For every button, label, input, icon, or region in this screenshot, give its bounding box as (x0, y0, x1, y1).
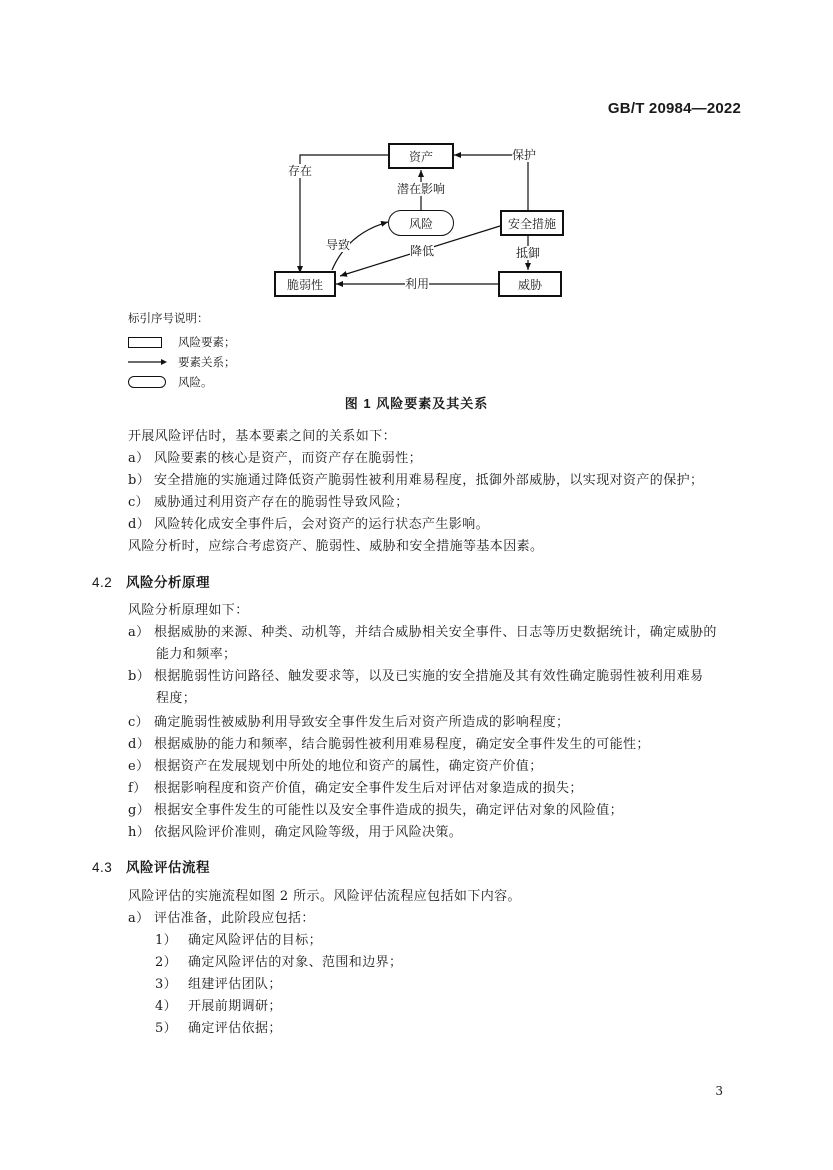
label-exploits: 利用 (405, 277, 430, 291)
node-vulnerability: 脆弱性 (274, 271, 336, 297)
arrow-protects (454, 155, 528, 214)
section-heading-4-3: 4.3 风险评估流程 (92, 860, 210, 875)
node-risk: 风险 (388, 210, 454, 236)
sub-list-item: 1） 确定风险评估的目标； (155, 933, 323, 948)
node-threat: 威胁 (498, 271, 562, 297)
label-leads-to: 导致 (326, 238, 351, 252)
node-security-measures: 安全措施 (500, 210, 564, 236)
list-item: a） 风险要素的核心是资产，而资产存在脆弱性； (128, 451, 423, 466)
list-item: a） 根据威胁的来源、种类、动机等，并结合威胁相关安全事件、日志等历史数据统计，确定威胁的 (128, 625, 717, 640)
list-item: c） 确定脆弱性被威胁利用导致安全事件发生后对资产所造成的影响程度； (128, 715, 570, 730)
list-item: b） 安全措施的实施通过降低资产脆弱性被利用难易程度，抵御外部威胁，以实现对资产的保护； (128, 473, 704, 488)
section-4-2-lead: 风险分析原理如下： (128, 603, 249, 618)
sub-list-item: 5） 确定评估依据； (155, 1021, 282, 1036)
section-heading-4-2: 4.2 风险分析原理 (92, 575, 210, 590)
diagram-legend (128, 310, 236, 392)
section-4-3-lead: 风险评估的实施流程如图 2 所示。风险评估流程应包括如下内容。 (128, 889, 521, 904)
rectangle-symbol-icon (128, 336, 168, 348)
list-item-continuation: 程度； (156, 691, 197, 706)
label-reduces: 降低 (410, 244, 435, 258)
sub-list-item: 2） 确定风险评估的对象、范围和边界； (155, 955, 403, 970)
list-item: g） 根据安全事件发生的可能性以及安全事件造成的损失，确定评估对象的风险值； (128, 803, 624, 818)
legend-row-relation (128, 352, 236, 372)
label-exists: 存在 (288, 164, 313, 178)
figure-caption: 图 1 风险要素及其关系 (344, 396, 489, 411)
intro-closing: 风险分析时，应综合考虑资产、脆弱性、威胁和安全措施等基本因素。 (128, 539, 544, 554)
pill-symbol-icon (128, 376, 168, 388)
legend-row-risk (128, 372, 236, 392)
sub-list-item: 3） 组建评估团队； (155, 977, 282, 992)
standard-code-header: GB/T 20984—2022 (607, 100, 741, 117)
list-item: f） 根据影响程度和资产价值，确定安全事件发生后对评估对象造成的损失； (128, 781, 583, 796)
legend-title: 标引序号说明： (128, 311, 209, 325)
risk-elements-diagram (120, 138, 580, 308)
label-potential-impact: 潜在影响 (397, 182, 446, 196)
legend-label: 风险要素； (178, 335, 236, 349)
page-number: 3 (715, 1084, 723, 1098)
arrow-symbol-icon (128, 356, 168, 368)
legend-label: 要素关系； (178, 355, 236, 369)
legend-label: 风险。 (178, 375, 213, 389)
list-item: b） 根据脆弱性访问路径、触发要求等，以及已实施的安全措施及其有效性确定脆弱性被利用难易 (128, 669, 704, 684)
list-item: d） 风险转化成安全事件后，会对资产的运行状态产生影响。 (128, 517, 490, 532)
label-resists: 抵御 (516, 246, 541, 260)
list-item: h） 依据风险评价准则，确定风险等级，用于风险决策。 (128, 825, 463, 840)
list-item: c） 威胁通过利用资产存在的脆弱性导致风险； (128, 495, 409, 510)
label-protects: 保护 (512, 148, 537, 162)
node-asset: 资产 (388, 143, 454, 169)
list-item: a） 评估准备，此阶段应包括： (128, 911, 315, 926)
sub-list-item: 4） 开展前期调研； (155, 999, 282, 1014)
list-item: d） 根据威胁的能力和频率，结合脆弱性被利用难易程度，确定安全事件发生的可能性； (128, 737, 650, 752)
intro-lead: 开展风险评估时，基本要素之间的关系如下： (128, 429, 397, 444)
legend-row-element (128, 332, 236, 352)
list-item-continuation: 能力和频率； (156, 647, 237, 662)
list-item: e） 根据资产在发展规划中所处的地位和资产的属性，确定资产价值； (128, 759, 543, 774)
arrow-exists (300, 155, 388, 273)
